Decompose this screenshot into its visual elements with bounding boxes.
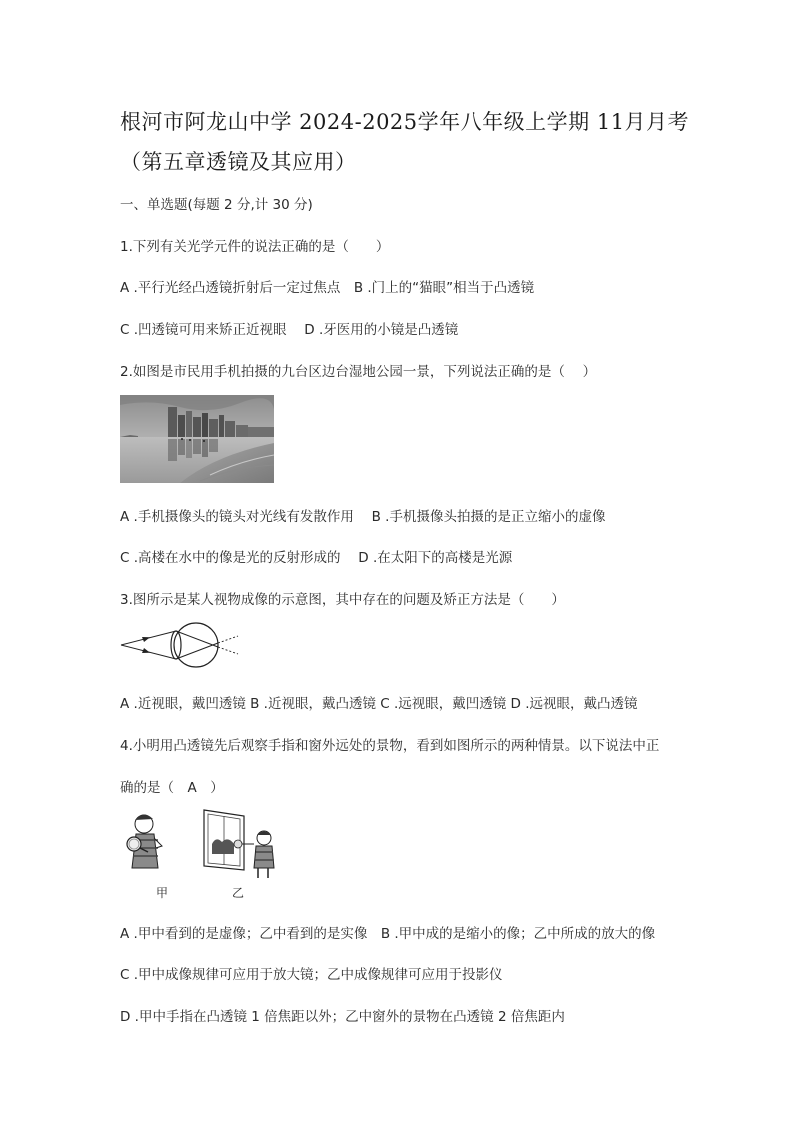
window-scene-figure [204,810,254,870]
question-2-options-ab: A .手机摄像头的镜头对光线有发散作用 B .手机摄像头拍摄的是正立缩小的虚像 [120,509,606,525]
question-4-option-c: C .甲中成像规律可应用于放大镜；乙中成像规律可应用于投影仪 [120,967,503,983]
question-4-option-d: D .甲中手指在凸透镜 1 倍焦距以外；乙中窗外的景物在凸透镜 2 倍焦距内 [120,1009,565,1025]
question-4-stem-line1: 4.小明用凸透镜先后观察手指和窗外远处的景物，看到如图所示的两种情景。以下说法中正 [120,738,660,754]
boy-looking-figure [254,831,274,878]
question-1-options-cd: C .凹透镜可用来矫正近视眼 D .牙医用的小镜是凸透镜 [120,322,459,338]
figure-label-yi: 乙 [232,886,245,900]
section-heading: 一、单选题(每题 2 分,计 30 分) [120,197,313,213]
question-3-stem: 3.图所示是某人视物成像的示意图，其中存在的问题及矫正方法是（ ） [120,592,565,608]
page-title: 根河市阿龙山中学 2024-2025学年八年级上学期 11月月考 [120,110,690,134]
question-4-stem-line2: 确的是（ A ） [120,780,224,796]
question-1-options-ab: A .平行光经凸透镜折射后一定过焦点 B .门上的“猫眼”相当于凸透镜 [120,280,535,296]
figure-label-jia: 甲 [156,886,169,900]
wetland-park-photo [120,395,274,483]
question-1-stem: 1.下列有关光学元件的说法正确的是（ ） [120,239,390,255]
eye-diagram [120,620,242,670]
question-3-options: A .近视眼，戴凹透镜 B .近视眼，戴凸透镜 C .远视眼，戴凹透镜 D .远视眼，戴凸透镜 [120,696,638,712]
page-subtitle: （第五章透镜及其应用） [120,150,357,174]
magnifier-illustration [120,808,284,880]
question-2-stem: 2.如图是市民用手机拍摄的九台区边台湿地公园一景，下列说法正确的是（ ） [120,364,597,380]
boy-with-magnifier-figure [127,815,162,868]
question-2-options-cd: C .高楼在水中的像是光的反射形成的 D .在太阳下的高楼是光源 [120,550,513,566]
question-4-options-ab: A .甲中看到的是虚像；乙中看到的是实像 B .甲中成的是缩小的像；乙中所成的放大的像 [120,926,656,942]
